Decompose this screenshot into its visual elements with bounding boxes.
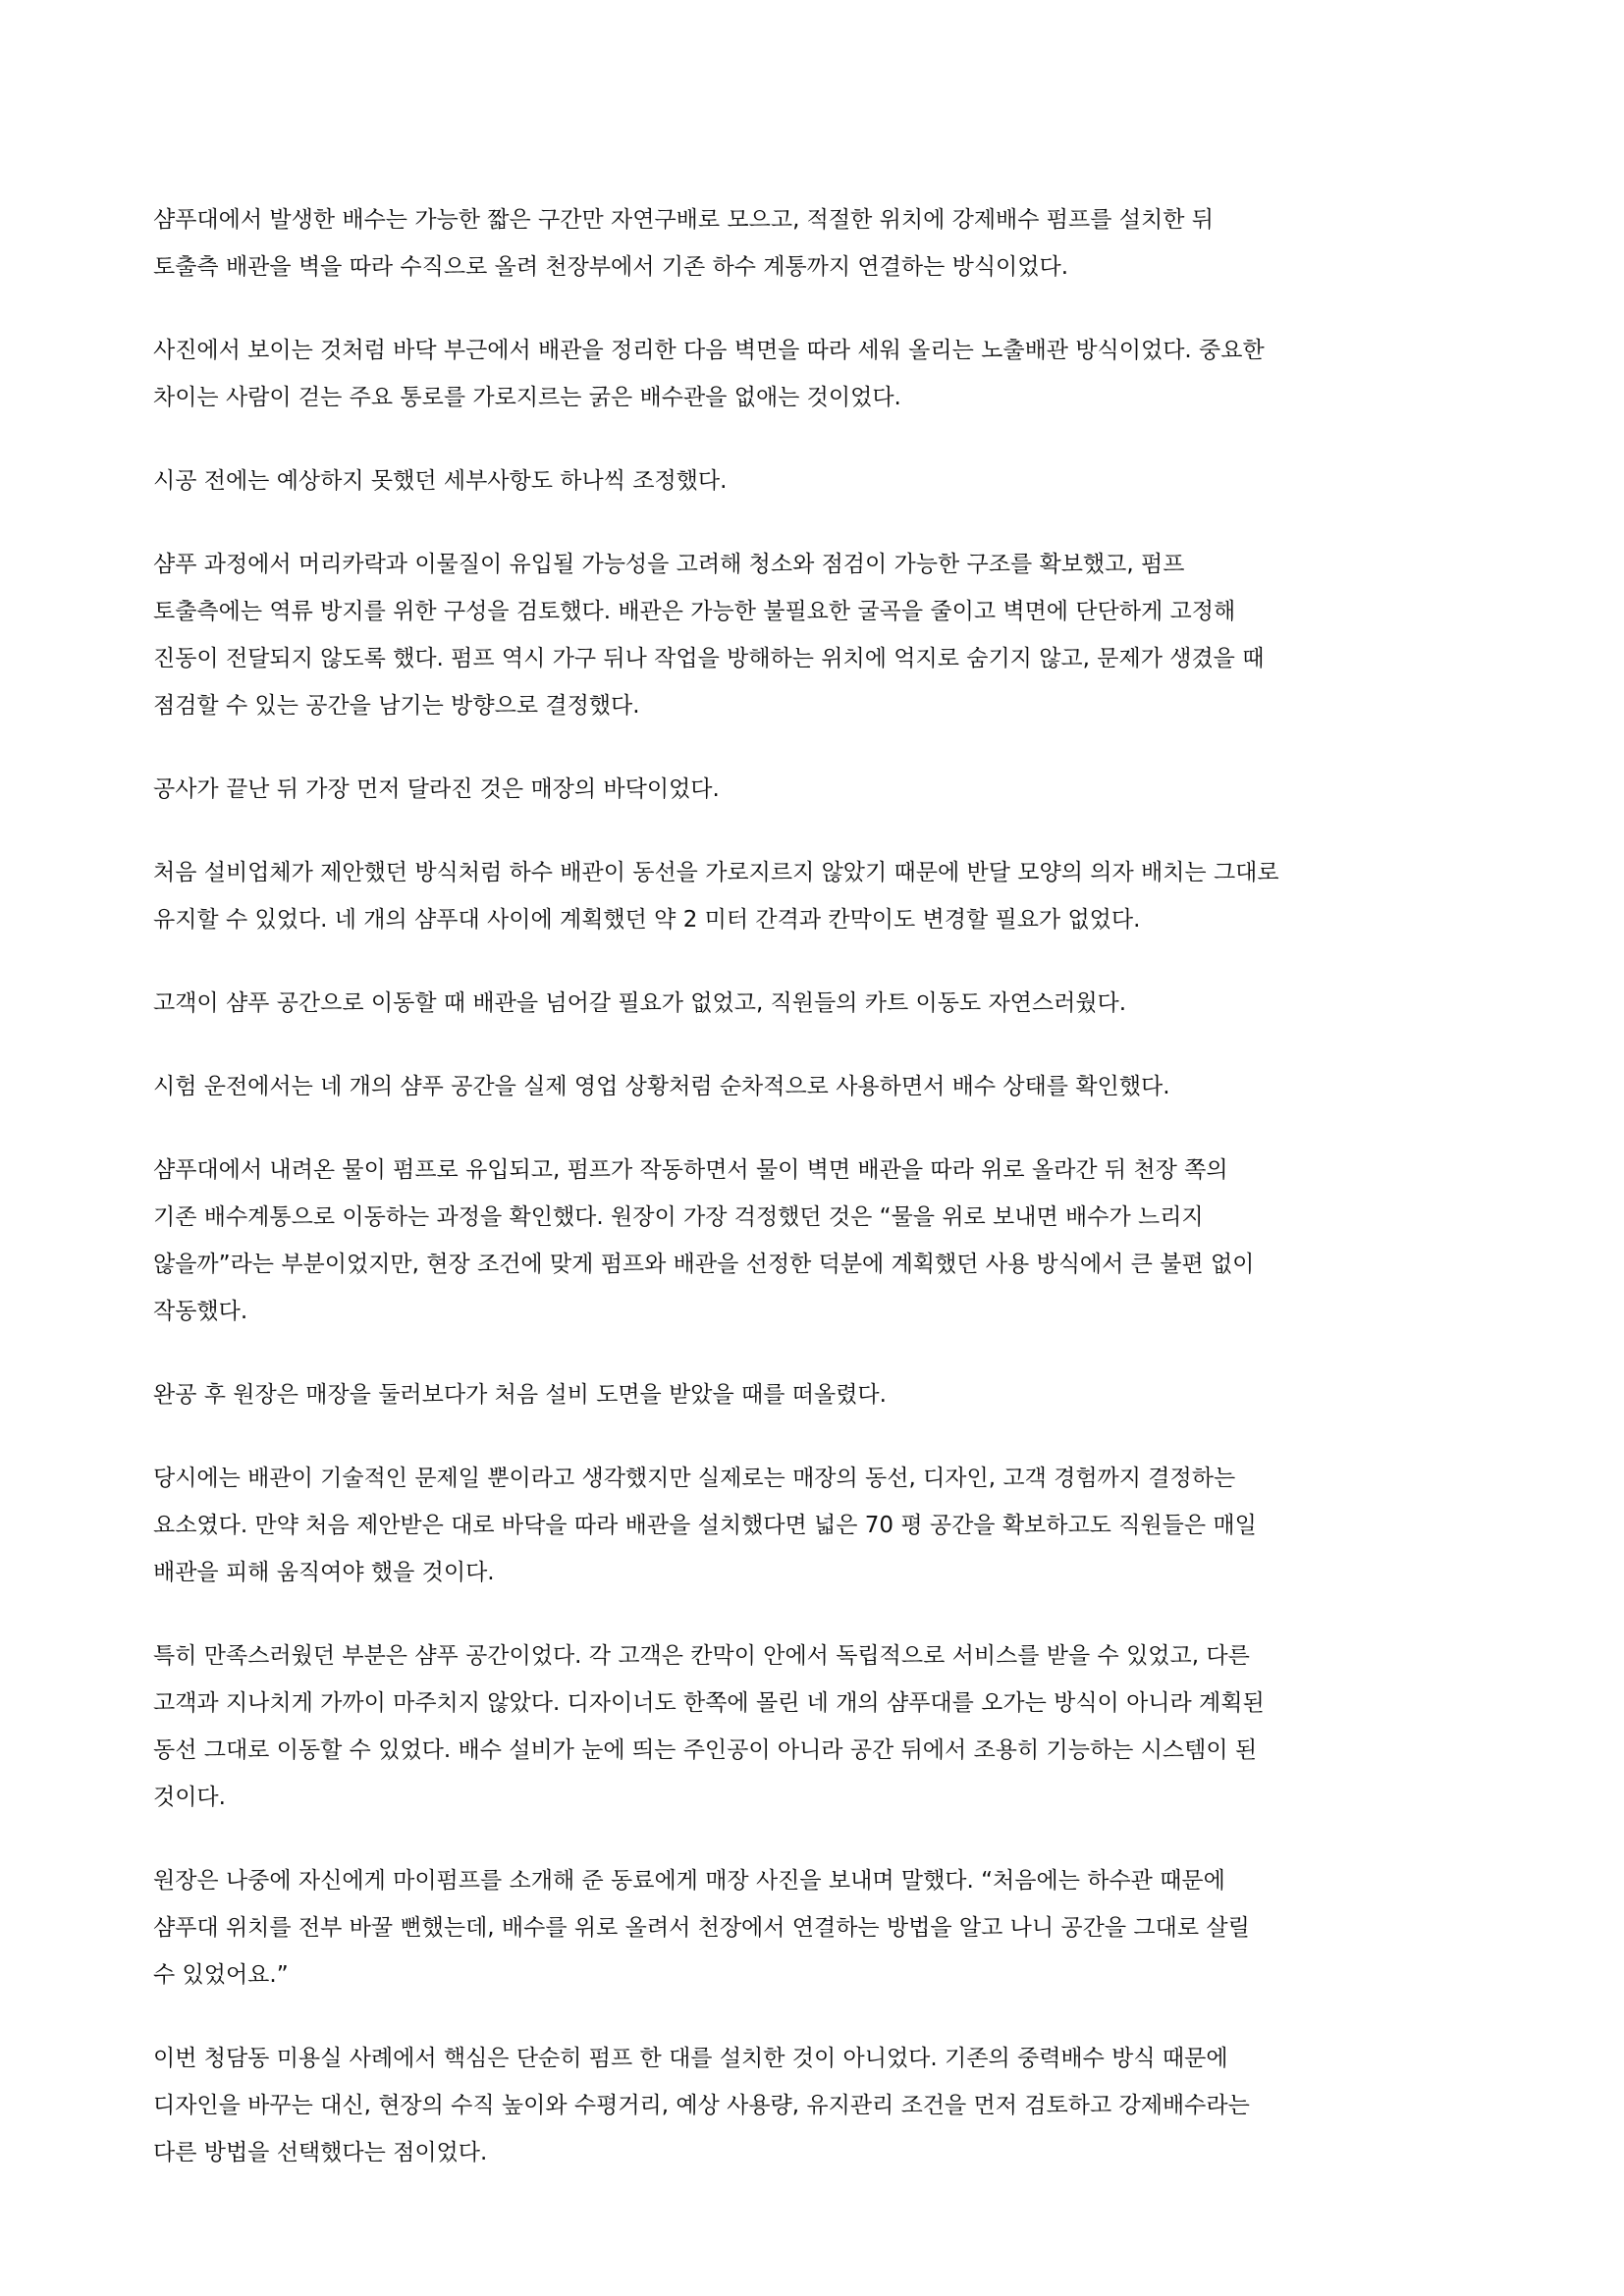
- text-line: 완공 후 원장은 매장을 둘러보다가 처음 설비 도면을 받았을 때를 떠올렸다.: [153, 1382, 887, 1408]
- text-line: 점검할 수 있는 공간을 남기는 방향으로 결정했다.: [153, 693, 640, 719]
- text-line: 고객이 샴푸 공간으로 이동할 때 배관을 넘어갈 필요가 없었고, 직원들의 카트 이동도 자연스러웠다.: [153, 990, 1127, 1016]
- text-line: 작동했다.: [153, 1299, 248, 1324]
- paragraph-8: [153, 1063, 1489, 1110]
- text-line: 유지할 수 있었다. 네 개의 샴푸대 사이에 계획했던 약 2 미터 간격과 칸막이도 변경할 필요가 없었다.: [153, 907, 1141, 933]
- text-line: 특히 만족스러웠던 부분은 샴푸 공간이었다. 각 고객은 칸막이 안에서 독립적으로 서비스를 받을 수 있었고, 다른: [153, 1643, 1250, 1669]
- paragraph-12: [153, 1632, 1489, 1821]
- text-line: 샴푸대에서 발생한 배수는 가능한 짧은 구간만 자연구배로 모으고, 적절한 위치에 강제배수 펌프를 설치한 뒤: [153, 207, 1214, 233]
- text-line: 샴푸대에서 내려온 물이 펌프로 유입되고, 펌프가 작동하면서 물이 벽면 배관을 따라 위로 올라간 뒤 천장 쪽의: [153, 1157, 1228, 1183]
- text-line: 동선 그대로 이동할 수 있었다. 배수 설비가 눈에 띄는 주인공이 아니라 공간 뒤에서 조용히 기능하는 시스템이 된: [153, 1737, 1258, 1763]
- paragraph-10: [153, 1371, 1489, 1418]
- paragraph-14: [153, 2035, 1489, 2176]
- paragraph-4: [153, 541, 1489, 729]
- text-line: 다른 방법을 선택했다는 점이었다.: [153, 2140, 488, 2165]
- text-line: 샴푸 과정에서 머리카락과 이물질이 유입될 가능성을 고려해 청소와 점검이 가능한 구조를 확보했고, 펌프: [153, 552, 1185, 577]
- text-line: 토출측 배관을 벽을 따라 수직으로 올려 천장부에서 기존 하수 계통까지 연결하는 방식이었다.: [153, 254, 1069, 280]
- text-line: 수 있었어요.”: [153, 1962, 289, 1988]
- text-line: 요소였다. 만약 처음 제안받은 대로 바닥을 따라 배관을 설치했다면 넓은 70 평 공간을 확보하고도 직원들은 매일: [153, 1513, 1257, 1538]
- text-line: 당시에는 배관이 기술적인 문제일 뿐이라고 생각했지만 실제로는 매장의 동선, 디자인, 고객 경험까지 결정하는: [153, 1466, 1236, 1491]
- text-line: 샴푸대 위치를 전부 바꿀 뻔했는데, 배수를 위로 올려서 천장에서 연결하는 방법을 알고 나니 공간을 그대로 살릴: [153, 1915, 1250, 1941]
- text-line: 사진에서 보이는 것처럼 바닥 부근에서 배관을 정리한 다음 벽면을 따라 세워 올리는 노출배관 방식이었다. 중요한: [153, 338, 1265, 363]
- text-line: 시공 전에는 예상하지 못했던 세부사항도 하나씩 조정했다.: [153, 468, 728, 494]
- text-line: 공사가 끝난 뒤 가장 먼저 달라진 것은 매장의 바닥이었다.: [153, 776, 720, 802]
- text-line: 기존 배수계통으로 이동하는 과정을 확인했다. 원장이 가장 걱정했던 것은 “물을 위로 보내면 배수가 느리지: [153, 1204, 1204, 1230]
- paragraph-11: [153, 1455, 1489, 1596]
- text-line: 디자인을 바꾸는 대신, 현장의 수직 높이와 수평거리, 예상 사용량, 유지관리 조건을 먼저 검토하고 강제배수라는: [153, 2093, 1250, 2118]
- paragraph-9: [153, 1147, 1489, 1335]
- text-line: 이번 청담동 미용실 사례에서 핵심은 단순히 펌프 한 대를 설치한 것이 아니었다. 기존의 중력배수 방식 때문에: [153, 2046, 1228, 2071]
- text-line: 것이다.: [153, 1785, 226, 1810]
- text-line: 토출측에는 역류 방지를 위한 구성을 검토했다. 배관은 가능한 불필요한 굴곡을 줄이고 벽면에 단단하게 고정해: [153, 599, 1236, 624]
- paragraph-6: [153, 849, 1489, 943]
- document-body: [153, 196, 1489, 2213]
- paragraph-13: [153, 1857, 1489, 1999]
- paragraph-5: [153, 766, 1489, 813]
- paragraph-2: [153, 327, 1489, 421]
- paragraph-1: [153, 196, 1489, 291]
- text-line: 처음 설비업체가 제안했던 방식처럼 하수 배관이 동선을 가로지르지 않았기 때문에 반달 모양의 의자 배치는 그대로: [153, 860, 1279, 885]
- text-line: 원장은 나중에 자신에게 마이펌프를 소개해 준 동료에게 매장 사진을 보내며 말했다. “처음에는 하수관 때문에: [153, 1868, 1225, 1894]
- text-line: 차이는 사람이 걷는 주요 통로를 가로지르는 굵은 배수관을 없애는 것이었다.: [153, 385, 901, 410]
- text-line: 배관을 피해 움직여야 했을 것이다.: [153, 1560, 495, 1585]
- text-line: 진동이 전달되지 않도록 했다. 펌프 역시 가구 뒤나 작업을 방해하는 위치에 억지로 숨기지 않고, 문제가 생겼을 때: [153, 646, 1265, 671]
- paragraph-7: [153, 980, 1489, 1027]
- text-line: 않을까”라는 부분이었지만, 현장 조건에 맞게 펌프와 배관을 선정한 덕분에 계획했던 사용 방식에서 큰 불편 없이: [153, 1252, 1255, 1277]
- paragraph-3: [153, 457, 1489, 505]
- text-line: 시험 운전에서는 네 개의 샴푸 공간을 실제 영업 상황처럼 순차적으로 사용하면서 배수 상태를 확인했다.: [153, 1074, 1170, 1099]
- text-line: 고객과 지나치게 가까이 마주치지 않았다. 디자이너도 한쪽에 몰린 네 개의 샴푸대를 오가는 방식이 아니라 계획된: [153, 1690, 1265, 1716]
